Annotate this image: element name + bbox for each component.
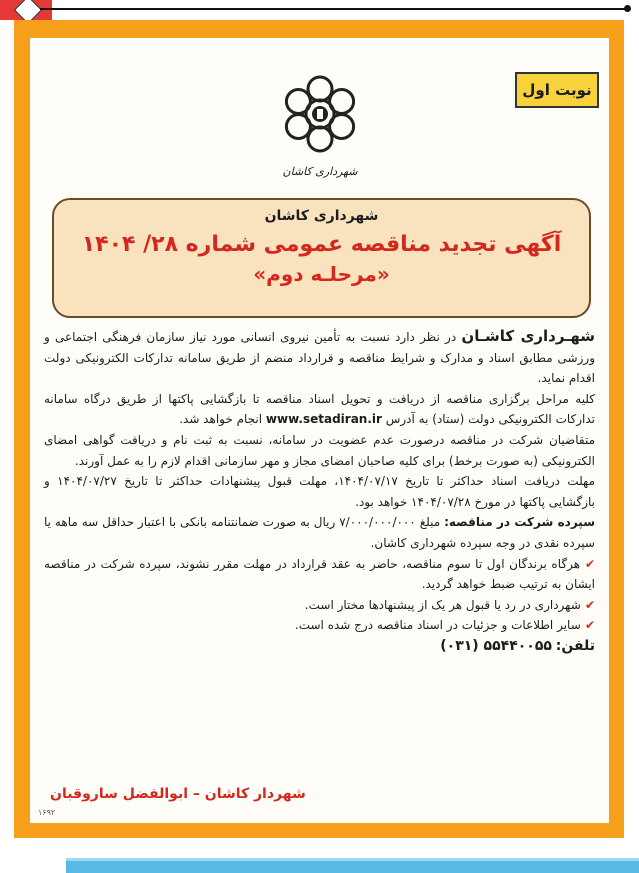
condition-item xyxy=(44,554,595,595)
condition-item xyxy=(44,595,595,616)
condition-text: هرگاه برندگان اول تا سوم مناقصه، حاضر به عقد قرارداد در مهلت مقرر نشوند، سپرده شرکت در مناقصه ایشان به ترتیب ضبط خواهد گردید. xyxy=(44,556,595,592)
setad-url-link[interactable]: www.setadiran.ir xyxy=(265,412,382,427)
phone-number: (۰۳۱) ۵۵۴۴۰۰۵۵ xyxy=(440,637,552,654)
kashan-emblem-icon xyxy=(270,68,370,163)
intro-lead: شهـرداری کاشـان xyxy=(461,327,595,345)
tender-stage: «مرحلـه دوم» xyxy=(253,262,390,286)
deadlines-paragraph: مهلت دریافت اسناد حداکثر تا تاریخ ۱۴۰۴/۰۷/۱۷، مهلت قبول پیشنهادات حداکثر تا تاریخ ۱۴۰۴/۰۷/۲۷ و بازگشایی پاکتها در مورخ ۱۴۰۴/۰۷/۲۸ خواهد بود. xyxy=(44,474,595,509)
tender-body xyxy=(44,326,595,657)
municipality-logo xyxy=(270,68,370,188)
procedure-tail: انجام خواهد شد. xyxy=(179,412,266,427)
procedure-text: کلیه مراحل برگزاری مناقصه از دریافت و تحویل اسناد مناقصه تا بازگشایی پاکتها از طریق درگاه سامانه تدارکات الکترونیکی دولت (ستاد) به آدرس xyxy=(44,391,595,427)
checkmark-icon: ✔ xyxy=(580,597,595,612)
title-box xyxy=(52,198,591,318)
mayor-signature: شهردار کاشان – ابوالفضل ساروقبان xyxy=(50,786,306,802)
condition-text: شهرداری در رد یا قبول هر یک از پیشنهادها مختار است. xyxy=(304,597,581,612)
intro-text: در نظر دارد نسبت به تأمین نیروی انسانی مورد نیاز سازمان فرهنگی اجتماعی و ورزشی مطابق اسناد و مدارک و شرایط مناقصه و قرارداد منضم از طریق سامانه تدارکات الکترونیکی دولت اقدام نماید. xyxy=(44,330,595,386)
page-top-rule xyxy=(0,0,639,16)
deposit-paragraph xyxy=(44,512,595,553)
dot-ornament-icon xyxy=(624,5,631,12)
top-divider xyxy=(40,8,630,10)
deposit-lead: سپرده شرکت در مناقصه: xyxy=(444,515,595,530)
bottom-banner-strip xyxy=(66,858,639,873)
checkmark-icon: ✔ xyxy=(580,556,596,571)
organization-name: شهرداری کاشان xyxy=(264,208,379,224)
ad-code: ۱۶۹۲ xyxy=(38,808,56,817)
tender-headline: آگهی تجدید مناقصه عمومی شماره ۲۸/ ۱۴۰۴ xyxy=(81,232,562,257)
checkmark-icon: ✔ xyxy=(580,618,595,633)
registration-paragraph: متقاضیان شرکت در مناقصه درصورت عدم عضویت در سامانه، نسبت به ثبت نام و دریافت گواهی امضای الکترونیکی (به صورت برخط) برای کلیه صاحبان امضای مجاز و مهر سازمانی اقدام لازم را به عمل آورند. xyxy=(44,432,595,468)
ad-content xyxy=(30,38,609,823)
procedure-paragraph xyxy=(44,389,595,430)
condition-item xyxy=(44,615,595,636)
condition-text: سایر اطلاعات و جزئیات در اسناد مناقصه درج شده است. xyxy=(294,618,581,633)
logo-caption: شهرداری کاشان xyxy=(282,165,358,178)
intro-paragraph xyxy=(44,326,595,389)
phone-label: تلفن: xyxy=(555,637,595,654)
first-publication-badge: نوبت اول xyxy=(515,72,599,108)
deposit-text: مبلغ ۷/۰۰۰/۰۰۰/۰۰۰ ریال به صورت ضمانتنامه بانکی با اعتبار حداقل سه ماهه یا سپرده نقدی در وجه سپرده شهرداری کاشان. xyxy=(44,515,595,550)
phone-line xyxy=(44,636,595,657)
